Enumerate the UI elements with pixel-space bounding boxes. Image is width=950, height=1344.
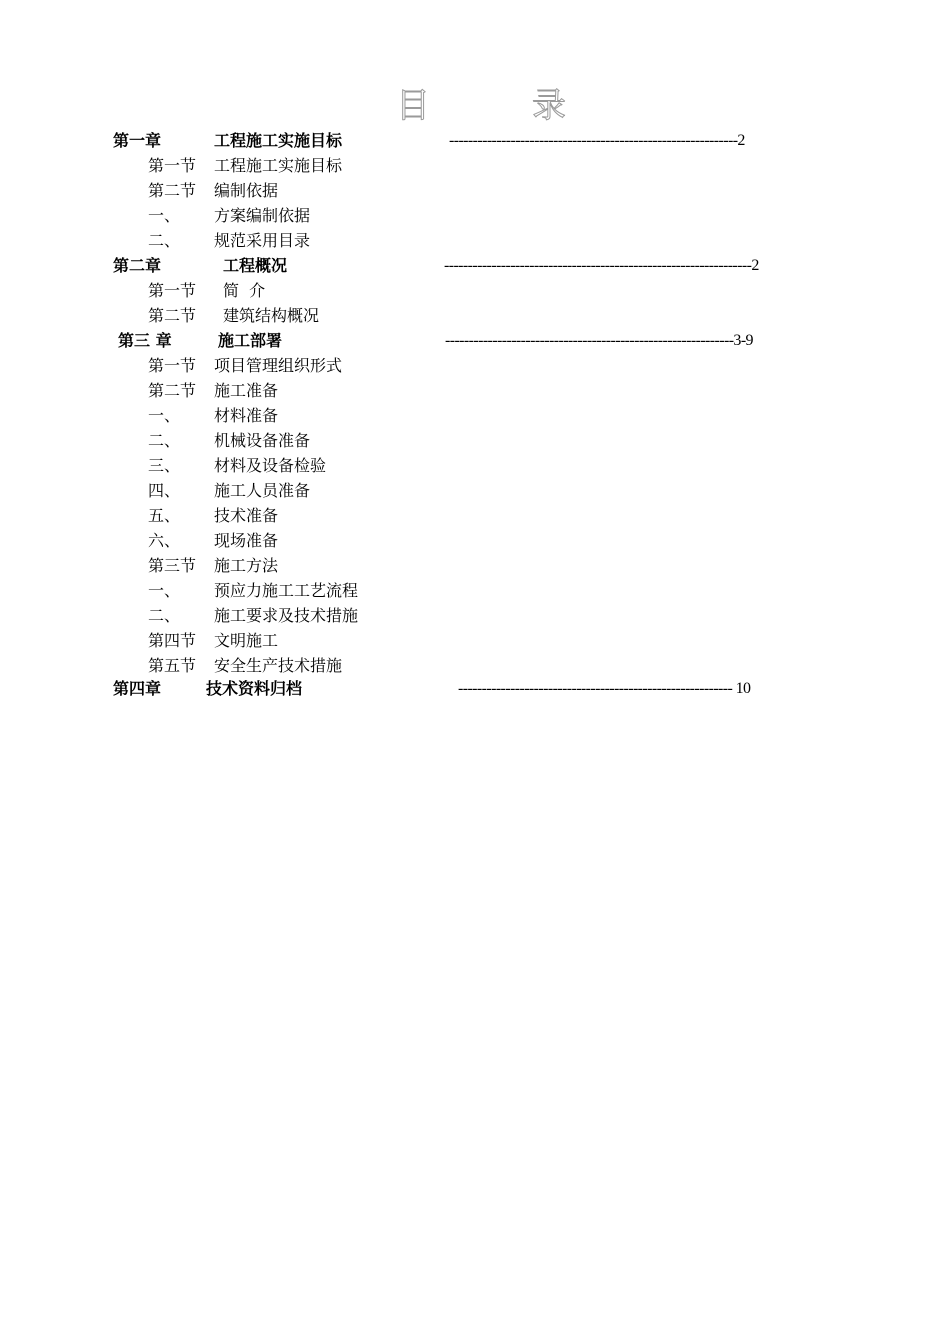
section-title: 文明施工 bbox=[214, 631, 279, 650]
section-title: 编制依据 bbox=[214, 181, 279, 200]
section-number: 第二节 bbox=[148, 381, 197, 400]
section-number: 第二节 bbox=[148, 181, 197, 200]
toc-section[interactable] bbox=[0, 453, 950, 478]
toc-section[interactable] bbox=[0, 553, 950, 578]
section-title: 施工方法 bbox=[214, 556, 279, 575]
section-title: 技术准备 bbox=[214, 506, 279, 525]
section-number: 第一节 bbox=[148, 356, 197, 375]
chapter-number: 第一章 bbox=[113, 131, 162, 150]
toc-section[interactable] bbox=[0, 528, 950, 553]
section-number: 二、 bbox=[148, 231, 181, 250]
section-title: 规范采用目录 bbox=[214, 231, 311, 250]
toc-section[interactable] bbox=[0, 153, 950, 178]
chapter-leader-page: -----------------------------------------------------------------2 bbox=[444, 257, 759, 274]
toc-chapter-2[interactable] bbox=[0, 253, 950, 278]
toc-title-char-1: 目 bbox=[396, 86, 430, 126]
section-number: 二、 bbox=[148, 431, 181, 450]
chapter-leader-page: ---------------------------------------------------------- 10 bbox=[458, 680, 751, 697]
toc-section[interactable] bbox=[0, 178, 950, 203]
section-number: 一、 bbox=[148, 406, 181, 425]
toc-section[interactable] bbox=[0, 203, 950, 228]
toc-section[interactable] bbox=[0, 653, 950, 678]
chapter-title: 工程施工实施目标 bbox=[214, 131, 343, 150]
toc-section[interactable] bbox=[0, 428, 950, 453]
toc-title-char-2: 录 bbox=[532, 86, 566, 126]
chapter-title: 技术资料归档 bbox=[206, 679, 303, 698]
toc-section[interactable] bbox=[0, 353, 950, 378]
section-title: 材料及设备检验 bbox=[214, 456, 327, 475]
section-number: 第二节 bbox=[148, 306, 197, 325]
section-title: 施工准备 bbox=[214, 381, 279, 400]
section-number: 第四节 bbox=[148, 631, 197, 650]
toc-chapter-4[interactable] bbox=[0, 676, 950, 701]
section-number: 一、 bbox=[148, 206, 181, 225]
section-number: 第三节 bbox=[148, 556, 197, 575]
section-number: 六、 bbox=[148, 531, 181, 550]
chapter-number: 第三 章 bbox=[118, 331, 172, 350]
chapter-title: 工程概况 bbox=[223, 256, 288, 275]
toc-section[interactable] bbox=[0, 628, 950, 653]
toc-chapter-1[interactable] bbox=[0, 128, 950, 153]
section-number: 三、 bbox=[148, 456, 181, 475]
section-title: 现场准备 bbox=[214, 531, 279, 550]
section-number: 五、 bbox=[148, 506, 181, 525]
section-number: 第一节 bbox=[148, 281, 197, 300]
section-title: 方案编制依据 bbox=[214, 206, 311, 225]
section-title: 材料准备 bbox=[214, 406, 279, 425]
section-title: 建筑结构概况 bbox=[223, 306, 320, 325]
section-title: 项目管理组织形式 bbox=[214, 356, 343, 375]
toc-section[interactable] bbox=[0, 378, 950, 403]
chapter-number: 第二章 bbox=[113, 256, 162, 275]
section-title: 机械设备准备 bbox=[214, 431, 311, 450]
toc-title bbox=[0, 86, 950, 126]
toc-chapter-3[interactable] bbox=[0, 328, 950, 353]
chapter-leader-page: -------------------------------------------------------------3-9 bbox=[445, 332, 753, 349]
chapter-title: 施工部署 bbox=[218, 331, 283, 350]
section-number: 一、 bbox=[148, 581, 181, 600]
toc-section[interactable] bbox=[0, 278, 950, 303]
section-title: 施工要求及技术措施 bbox=[214, 606, 359, 625]
toc-section[interactable] bbox=[0, 503, 950, 528]
section-title: 安全生产技术措施 bbox=[214, 656, 343, 675]
section-title: 简 介 bbox=[223, 281, 266, 300]
section-title: 预应力施工工艺流程 bbox=[214, 581, 359, 600]
toc-section[interactable] bbox=[0, 403, 950, 428]
section-number: 二、 bbox=[148, 606, 181, 625]
section-title: 工程施工实施目标 bbox=[214, 156, 343, 175]
toc-section[interactable] bbox=[0, 578, 950, 603]
toc-section[interactable] bbox=[0, 478, 950, 503]
section-number: 四、 bbox=[148, 481, 181, 500]
chapter-leader-page: -------------------------------------------------------------2 bbox=[449, 132, 745, 149]
section-title: 施工人员准备 bbox=[214, 481, 311, 500]
toc-section[interactable] bbox=[0, 603, 950, 628]
section-number: 第一节 bbox=[148, 156, 197, 175]
section-number: 第五节 bbox=[148, 656, 197, 675]
chapter-number: 第四章 bbox=[113, 679, 162, 698]
toc-section[interactable] bbox=[0, 228, 950, 253]
toc-section[interactable] bbox=[0, 303, 950, 328]
